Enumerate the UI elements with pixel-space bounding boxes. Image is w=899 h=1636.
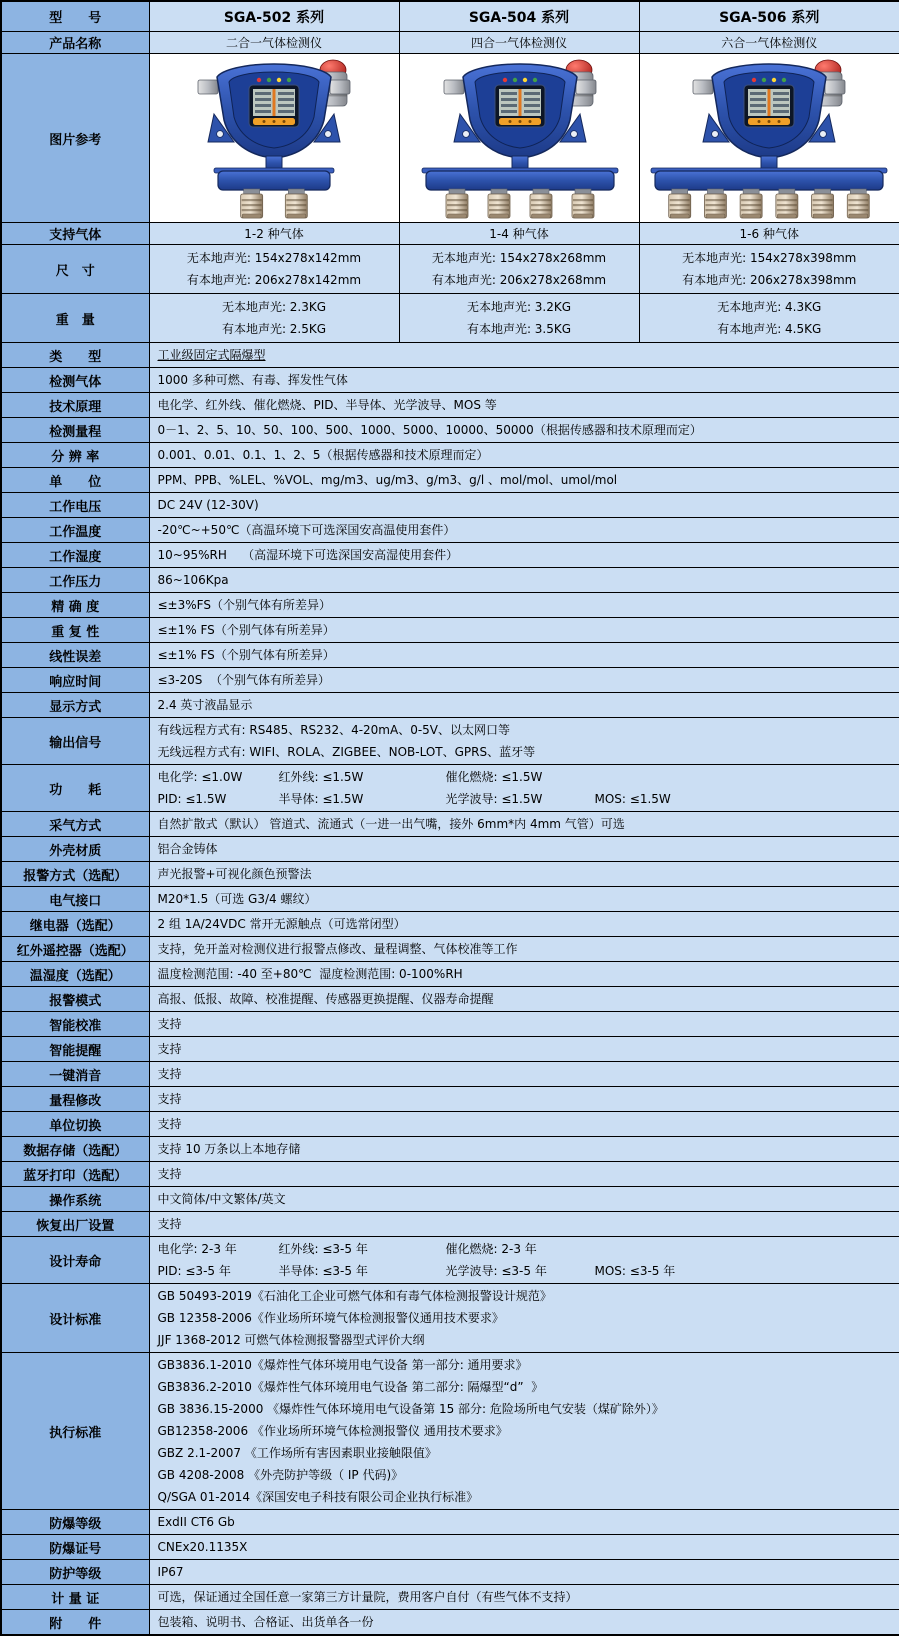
spec-value	[149, 765, 899, 812]
spec-line: 2 组 1A/24VDC 常开无源触点（可选常闭型）	[157, 917, 406, 931]
spec-value	[149, 1037, 899, 1062]
spec-row	[1, 765, 899, 812]
spec-label: 恢复出厂设置	[1, 1212, 149, 1237]
spec-value	[149, 643, 899, 668]
spec-line	[158, 1260, 892, 1282]
gas-detector-illustration	[649, 56, 889, 220]
spec-row	[1, 1585, 899, 1610]
spec-line: ≤±3%FS（个别气体有所差异）	[157, 598, 331, 612]
spec-line: 支持 10 万条以上本地存储	[157, 1142, 301, 1156]
spec-line: CNEx20.1135X	[157, 1540, 248, 1554]
spec-line: 支持	[157, 1117, 182, 1131]
spec-row	[1, 368, 899, 393]
spec-label: 工作湿度	[1, 543, 149, 568]
dimension-line: 有本地声光: 206x278x398mm	[682, 273, 857, 287]
spec-line: 0－1、2、5、10、50、100、500、1000、5000、10000、50000（根据传感器和技术原理而定）	[157, 423, 702, 437]
model-name-sga502: SGA-502 系列	[149, 1, 399, 32]
spec-line: GB 4208-2008 《外壳防护等级（ IP 代码)》	[157, 1468, 404, 1482]
spec-segment: PID: ≤1.5W	[157, 792, 227, 806]
sensor-probe	[572, 189, 594, 218]
weight-row	[1, 294, 899, 343]
spec-line: GBZ 2.1-2007 《工作场所有害因素职业接触限值》	[157, 1446, 437, 1460]
spec-value	[149, 568, 899, 593]
spec-value	[149, 468, 899, 493]
dimension-line: 有本地声光: 206x278x142mm	[186, 273, 362, 287]
spec-line: 支持	[157, 1217, 182, 1231]
spec-label: 防爆等级	[1, 1510, 149, 1535]
spec-line: 10~95%RH （高湿环境下可选深国安高湿使用套件）	[157, 548, 459, 562]
spec-row	[1, 343, 899, 368]
spec-value	[149, 443, 899, 468]
spec-line: 2.4 英寸液晶显示	[157, 698, 253, 712]
spec-row	[1, 937, 899, 962]
cable-gland-left	[693, 80, 713, 94]
spec-value	[149, 1187, 899, 1212]
spec-line: ExdII CT6 Gb	[157, 1515, 235, 1529]
spec-line: -20℃~+50℃（高温环境下可选深国安高温使用套件）	[157, 523, 456, 537]
spec-value	[149, 1535, 899, 1560]
spec-label: 报警方式（选配）	[1, 862, 149, 887]
product-name-row	[1, 32, 899, 54]
spec-line: 支持，免开盖对检测仪进行报警点修改、量程调整、气体校准等工作	[157, 942, 518, 956]
spec-value	[149, 343, 899, 368]
spec-label: 设计寿命	[1, 1237, 149, 1284]
spec-line: 支持	[157, 1067, 182, 1081]
spec-line: GB12358-2006 《作业场所环境气体检测报警仪 通用技术要求》	[157, 1424, 508, 1438]
spec-label: 响应时间	[1, 668, 149, 693]
sensor-probe	[446, 189, 468, 218]
spec-line: ≤±1% FS（个别气体有所差异）	[157, 648, 335, 662]
spec-segment: 半导体: ≤3-5 年	[278, 1264, 368, 1278]
spec-line: GB 12358-2006《作业场所环境气体检测报警仪通用技术要求》	[157, 1311, 504, 1325]
spec-label: 报警模式	[1, 987, 149, 1012]
spec-value	[149, 618, 899, 643]
spec-row	[1, 543, 899, 568]
spec-label: 分 辨 率	[1, 443, 149, 468]
spec-label: 计 量 证	[1, 1585, 149, 1610]
spec-line	[158, 788, 892, 810]
gas-support-2: 1-4 种气体	[399, 223, 639, 245]
cable-gland-left	[198, 80, 218, 94]
spec-row	[1, 1162, 899, 1187]
lcd-screen	[495, 85, 545, 127]
spec-value	[149, 418, 899, 443]
weight-line: 有本地声光: 3.5KG	[466, 322, 572, 336]
spec-label: 检测气体	[1, 368, 149, 393]
cable-gland-right	[825, 80, 845, 94]
spec-label: 输出信号	[1, 718, 149, 765]
spec-line: 1000 多种可燃、有毒、挥发性气体	[157, 373, 348, 387]
spec-value	[149, 1284, 899, 1353]
model-name-sga506: SGA-506 系列	[639, 1, 899, 32]
spec-row	[1, 568, 899, 593]
spec-value	[149, 937, 899, 962]
spec-line	[158, 766, 892, 788]
dimension-line: 无本地声光: 154x278x268mm	[431, 251, 607, 265]
sensor-probe	[241, 189, 263, 218]
spec-label: 功 耗	[1, 765, 149, 812]
dimension-line: 有本地声光: 206x278x268mm	[431, 273, 607, 287]
weight-line: 有本地声光: 4.5KG	[717, 322, 822, 336]
spec-row	[1, 393, 899, 418]
spec-segment: 电化学: ≤1.0W	[157, 770, 243, 784]
spec-row	[1, 1137, 899, 1162]
spec-segment: 催化燃烧: ≤1.5W	[445, 770, 543, 784]
product-name-label: 产品名称	[1, 32, 149, 54]
spec-value	[149, 987, 899, 1012]
spec-row	[1, 1353, 899, 1510]
spec-line: 包装箱、说明书、合格证、出货单各一份	[157, 1615, 374, 1629]
spec-label: 智能提醒	[1, 1037, 149, 1062]
spec-segment: 红外线: ≤3-5 年	[278, 1242, 368, 1256]
spec-label: 附 件	[1, 1610, 149, 1636]
lcd-screen	[744, 85, 794, 127]
spec-row	[1, 1510, 899, 1535]
spec-row	[1, 443, 899, 468]
spec-segment: 催化燃烧: 2-3 年	[445, 1242, 537, 1256]
spec-line: M20*1.5（可选 G3/4 螺纹）	[157, 892, 317, 906]
manifold	[218, 171, 330, 190]
dimensions-label: 尺 寸	[1, 245, 149, 294]
spec-label: 外壳材质	[1, 837, 149, 862]
spec-value	[149, 1062, 899, 1087]
spec-value	[149, 812, 899, 837]
product-image-sga502	[149, 54, 399, 223]
model-header-label: 型 号	[1, 1, 149, 32]
spec-line: 高报、低报、故障、校准提醒、传感器更换提醒、仪器寿命提醒	[157, 992, 494, 1006]
spec-label: 量程修改	[1, 1087, 149, 1112]
spec-label: 线性误差	[1, 643, 149, 668]
spec-line: GB3836.2-2010《爆炸性气体环境用电气设备 第二部分: 隔爆型“d” 》	[157, 1380, 544, 1394]
dimension-line: 无本地声光: 154x278x398mm	[682, 251, 857, 265]
spec-value	[149, 493, 899, 518]
manifold	[426, 171, 614, 190]
spec-segment: 光学波导: ≤1.5W	[445, 792, 543, 806]
sensor-probe	[285, 189, 307, 218]
product-image-sga506	[639, 54, 899, 223]
spec-line: 可选，保证通过全国任意一家第三方计量院，费用客户自付（有些气体不支持）	[157, 1590, 578, 1604]
spec-row	[1, 1284, 899, 1353]
spec-line	[158, 1238, 892, 1260]
spec-row	[1, 1535, 899, 1560]
spec-line: Q/SGA 01-2014《深国安电子科技有限公司企业执行标准》	[157, 1490, 479, 1504]
gas-support-3: 1-6 种气体	[639, 223, 899, 245]
dimensions-row	[1, 245, 899, 294]
spec-row	[1, 887, 899, 912]
spec-segment: PID: ≤3-5 年	[157, 1264, 231, 1278]
spec-line: ≤3-20S （个别气体有所差异）	[157, 673, 331, 687]
gas-support-row	[1, 223, 899, 245]
spec-label: 技术原理	[1, 393, 149, 418]
spec-row	[1, 837, 899, 862]
sensor-probe	[848, 189, 870, 218]
spec-row	[1, 1187, 899, 1212]
spec-label: 继电器（选配）	[1, 912, 149, 937]
spec-row	[1, 518, 899, 543]
spec-line: 0.001、0.01、0.1、1、2、5（根据传感器和技术原理而定）	[157, 448, 489, 462]
spec-line: GB3836.1-2010《爆炸性气体环境用电气设备 第一部分: 通用要求》	[157, 1358, 528, 1372]
spec-line: 支持	[157, 1092, 182, 1106]
spec-value	[149, 1162, 899, 1187]
spec-value	[149, 1137, 899, 1162]
spec-value	[149, 1212, 899, 1237]
lcd-screen	[249, 85, 299, 127]
spec-label: 检测量程	[1, 418, 149, 443]
product-name-1: 二合一气体检测仪	[149, 32, 399, 54]
spec-row	[1, 693, 899, 718]
spec-row	[1, 618, 899, 643]
spec-label: 工作电压	[1, 493, 149, 518]
spec-line: 自然扩散式（默认） 管道式、流通式（一进一出气嘴，接外 6mm*内 4mm 气管）可选	[157, 817, 625, 831]
spec-line: 有线远程方式有: RS485、RS232、4-20mA、0-5V、以太网口等	[157, 723, 511, 737]
spec-value	[149, 368, 899, 393]
spec-value	[149, 862, 899, 887]
spec-line: 工业级固定式隔爆型	[157, 348, 266, 362]
spec-value	[149, 718, 899, 765]
spec-line: 86~106Kpa	[157, 573, 229, 587]
sensor-probe	[812, 189, 834, 218]
gas-detector-illustration	[154, 56, 394, 220]
spec-value	[149, 1510, 899, 1535]
weight-line: 有本地声光: 2.5KG	[221, 322, 327, 336]
spec-label: 防爆证号	[1, 1535, 149, 1560]
spec-line: 声光报警+可视化颜色预警法	[157, 867, 312, 881]
spec-row	[1, 668, 899, 693]
manifold	[655, 171, 883, 190]
product-name-3: 六合一气体检测仪	[639, 32, 899, 54]
spec-label: 设计标准	[1, 1284, 149, 1353]
spec-label: 数据存储（选配）	[1, 1137, 149, 1162]
spec-line: ≤±1% FS（个别气体有所差异）	[157, 623, 335, 637]
dimension-line: 无本地声光: 154x278x142mm	[186, 251, 362, 265]
dimensions-3	[639, 245, 899, 294]
spec-label: 单位切换	[1, 1112, 149, 1137]
spec-value	[149, 887, 899, 912]
spec-value	[149, 668, 899, 693]
spec-segment: MOS: ≤3-5 年	[594, 1264, 676, 1278]
spec-row	[1, 912, 899, 937]
spec-value	[149, 1585, 899, 1610]
spec-label: 温湿度（选配）	[1, 962, 149, 987]
spec-row	[1, 1012, 899, 1037]
spec-row	[1, 643, 899, 668]
spec-value	[149, 1087, 899, 1112]
spec-value	[149, 543, 899, 568]
spec-label: 工作压力	[1, 568, 149, 593]
spec-row	[1, 812, 899, 837]
spec-label: 单 位	[1, 468, 149, 493]
spec-line: 电化学、红外线、催化燃烧、PID、半导体、光学波导、MOS 等	[157, 398, 497, 412]
spec-label: 智能校准	[1, 1012, 149, 1037]
spec-line: IP67	[157, 1565, 184, 1579]
spec-line: 支持	[157, 1042, 182, 1056]
spec-value	[149, 912, 899, 937]
spec-label: 类 型	[1, 343, 149, 368]
spec-line: 无线远程方式有: WIFI、ROLA、ZIGBEE、NOB-LOT、GPRS、蓝牙等	[157, 745, 536, 759]
sensor-probe	[740, 189, 762, 218]
spec-row	[1, 1112, 899, 1137]
weight-3	[639, 294, 899, 343]
weight-1	[149, 294, 399, 343]
spec-row	[1, 593, 899, 618]
spec-segment: 光学波导: ≤3-5 年	[445, 1264, 547, 1278]
spec-row	[1, 862, 899, 887]
product-name-2: 四合一气体检测仪	[399, 32, 639, 54]
spec-line: GB 3836.15-2000 《爆炸性气体环境用电气设备第 15 部分: 危险场所电气安装（煤矿除外）》	[157, 1402, 664, 1416]
spec-label: 采气方式	[1, 812, 149, 837]
spec-row	[1, 1560, 899, 1585]
spec-line: 铝合金铸体	[157, 842, 218, 856]
spec-label: 重 复 性	[1, 618, 149, 643]
spec-value	[149, 962, 899, 987]
spec-line: GB 50493-2019《石油化工企业可燃气体和有毒气体检测报警设计规范》	[157, 1289, 552, 1303]
spec-row	[1, 493, 899, 518]
dimensions-1	[149, 245, 399, 294]
product-image-sga504	[399, 54, 639, 223]
image-reference-row	[1, 54, 899, 223]
spec-line: JJF 1368-2012 可燃气体检测报警器型式评价大纲	[157, 1333, 425, 1347]
spec-value	[149, 593, 899, 618]
cable-gland-left	[444, 80, 464, 94]
spec-value	[149, 693, 899, 718]
spec-label: 显示方式	[1, 693, 149, 718]
weight-line: 无本地声光: 2.3KG	[221, 300, 327, 314]
spec-value	[149, 1112, 899, 1137]
spec-line: 支持	[157, 1167, 182, 1181]
spec-label: 蓝牙打印（选配）	[1, 1162, 149, 1187]
spec-value	[149, 1610, 899, 1636]
spec-label: 执行标准	[1, 1353, 149, 1510]
spec-label: 操作系统	[1, 1187, 149, 1212]
spec-row	[1, 1062, 899, 1087]
spec-label: 精 确 度	[1, 593, 149, 618]
spec-line: 中文简体/中文繁体/英文	[157, 1192, 286, 1206]
spec-row	[1, 1237, 899, 1284]
weight-line: 无本地声光: 4.3KG	[717, 300, 822, 314]
sensor-probe	[488, 189, 510, 218]
gas-detector-illustration	[400, 56, 640, 220]
spec-row	[1, 418, 899, 443]
spec-row	[1, 1212, 899, 1237]
sensor-probe	[776, 189, 798, 218]
spec-line: 温度检测范围: -40 至+80℃ 湿度检测范围: 0-100%RH	[157, 967, 463, 981]
spec-row	[1, 1087, 899, 1112]
spec-label: 工作温度	[1, 518, 149, 543]
spec-line: DC 24V (12-30V)	[157, 498, 259, 512]
model-name-sga504: SGA-504 系列	[399, 1, 639, 32]
spec-value	[149, 1237, 899, 1284]
spec-label: 防护等级	[1, 1560, 149, 1585]
spec-value	[149, 1560, 899, 1585]
spec-segment: 半导体: ≤1.5W	[278, 792, 364, 806]
spec-value	[149, 393, 899, 418]
spec-value	[149, 1012, 899, 1037]
spec-segment: 电化学: 2-3 年	[157, 1242, 237, 1256]
weight-line: 无本地声光: 3.2KG	[466, 300, 572, 314]
sensor-probe	[705, 189, 727, 218]
spec-value	[149, 837, 899, 862]
spec-row	[1, 468, 899, 493]
spec-row	[1, 718, 899, 765]
sensor-probe	[530, 189, 552, 218]
weight-label: 重 量	[1, 294, 149, 343]
spec-row	[1, 1037, 899, 1062]
dimensions-2	[399, 245, 639, 294]
spec-label: 一键消音	[1, 1062, 149, 1087]
spec-row	[1, 1610, 899, 1636]
weight-2	[399, 294, 639, 343]
spec-label: 红外遥控器（选配）	[1, 937, 149, 962]
spec-segment: MOS: ≤1.5W	[594, 792, 671, 806]
gas-support-1: 1-2 种气体	[149, 223, 399, 245]
image-reference-label: 图片参考	[1, 54, 149, 223]
model-header-row	[1, 1, 899, 32]
spec-row	[1, 962, 899, 987]
spec-line: 支持	[157, 1017, 182, 1031]
cable-gland-right	[576, 80, 596, 94]
spec-segment: 红外线: ≤1.5W	[278, 770, 364, 784]
spec-row	[1, 987, 899, 1012]
sensor-probe	[669, 189, 691, 218]
spec-value	[149, 1353, 899, 1510]
spec-value	[149, 518, 899, 543]
gas-support-label: 支持气体	[1, 223, 149, 245]
cable-gland-right	[330, 80, 350, 94]
spec-line: PPM、PPB、%LEL、%VOL、mg/m3、ug/m3、g/m3、g/l 、mol/mol、umol/mol	[157, 473, 618, 487]
spec-label: 电气接口	[1, 887, 149, 912]
